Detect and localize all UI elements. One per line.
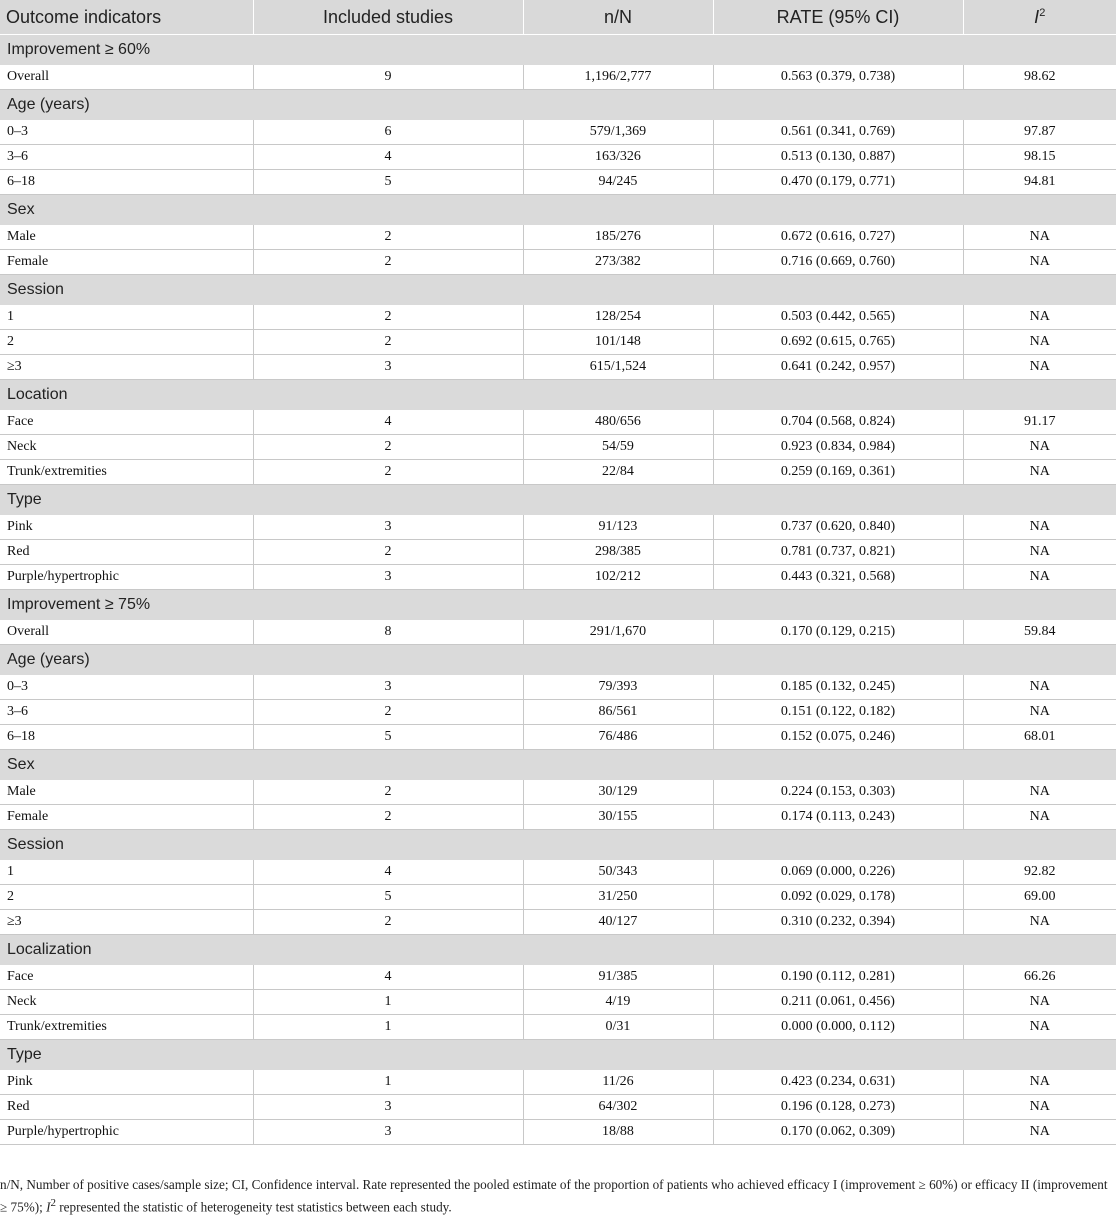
cell-rate-ci: 0.190 (0.112, 0.281) <box>713 965 963 990</box>
cell-outcome: 1 <box>0 860 253 885</box>
cell-outcome: Red <box>0 1095 253 1120</box>
cell-rate-ci: 0.185 (0.132, 0.245) <box>713 675 963 700</box>
cell-rate-ci: 0.923 (0.834, 0.984) <box>713 435 963 460</box>
cell-outcome: 3–6 <box>0 700 253 725</box>
cell-outcome: 0–3 <box>0 120 253 145</box>
cell-rate-ci: 0.692 (0.615, 0.765) <box>713 330 963 355</box>
cell-n-over-n: 4/19 <box>523 990 713 1015</box>
cell-i-squared: NA <box>963 1120 1116 1145</box>
cell-rate-ci: 0.152 (0.075, 0.246) <box>713 725 963 750</box>
cell-i-squared: NA <box>963 1095 1116 1120</box>
table-row <box>0 1015 1116 1040</box>
cell-i-squared: 94.81 <box>963 170 1116 195</box>
cell-rate-ci: 0.563 (0.379, 0.738) <box>713 65 963 90</box>
cell-included-studies: 3 <box>253 1120 523 1145</box>
cell-n-over-n: 128/254 <box>523 305 713 330</box>
cell-included-studies: 2 <box>253 305 523 330</box>
cell-included-studies: 3 <box>253 565 523 590</box>
group-header-row <box>0 380 1116 411</box>
cell-rate-ci: 0.503 (0.442, 0.565) <box>713 305 963 330</box>
cell-i-squared: 68.01 <box>963 725 1116 750</box>
cell-included-studies: 2 <box>253 805 523 830</box>
cell-n-over-n: 40/127 <box>523 910 713 935</box>
group-header-row <box>0 590 1116 621</box>
cell-included-studies: 3 <box>253 1095 523 1120</box>
cell-i-squared: NA <box>963 805 1116 830</box>
cell-rate-ci: 0.170 (0.062, 0.309) <box>713 1120 963 1145</box>
cell-outcome: 3–6 <box>0 145 253 170</box>
cell-outcome: Face <box>0 410 253 435</box>
cell-i-squared: 97.87 <box>963 120 1116 145</box>
cell-n-over-n: 50/343 <box>523 860 713 885</box>
cell-included-studies: 2 <box>253 540 523 565</box>
cell-n-over-n: 18/88 <box>523 1120 713 1145</box>
cell-outcome: ≥3 <box>0 910 253 935</box>
group-header-row <box>0 935 1116 966</box>
footnote-text-1: n/N, Number of positive cases/sample size; CI, Confidence interval. Rate represented the pooled estimate of the proportion of patients who achieved efficacy I (improvement ≥ 60%) or efficacy II (improvement ≥ 75%); <box>0 1177 1108 1215</box>
group-header-row <box>0 195 1116 226</box>
cell-included-studies: 5 <box>253 725 523 750</box>
cell-n-over-n: 86/561 <box>523 700 713 725</box>
cell-n-over-n: 0/31 <box>523 1015 713 1040</box>
group-label: Session <box>0 830 1116 861</box>
cell-included-studies: 1 <box>253 990 523 1015</box>
cell-included-studies: 2 <box>253 435 523 460</box>
cell-rate-ci: 0.641 (0.242, 0.957) <box>713 355 963 380</box>
group-header-row <box>0 35 1116 66</box>
cell-outcome: Male <box>0 780 253 805</box>
cell-n-over-n: 11/26 <box>523 1070 713 1095</box>
cell-outcome: Male <box>0 225 253 250</box>
table-row <box>0 330 1116 355</box>
cell-rate-ci: 0.423 (0.234, 0.631) <box>713 1070 963 1095</box>
group-header-row <box>0 830 1116 861</box>
cell-rate-ci: 0.513 (0.130, 0.887) <box>713 145 963 170</box>
table-row <box>0 700 1116 725</box>
cell-outcome: Purple/hypertrophic <box>0 565 253 590</box>
table-row <box>0 515 1116 540</box>
group-header-row <box>0 1040 1116 1071</box>
cell-outcome: Neck <box>0 990 253 1015</box>
group-label: Location <box>0 380 1116 411</box>
cell-outcome: Red <box>0 540 253 565</box>
cell-i-squared: 59.84 <box>963 620 1116 645</box>
cell-rate-ci: 0.170 (0.129, 0.215) <box>713 620 963 645</box>
cell-outcome: 2 <box>0 885 253 910</box>
table-row <box>0 250 1116 275</box>
cell-outcome: 0–3 <box>0 675 253 700</box>
cell-i-squared: NA <box>963 540 1116 565</box>
table-row <box>0 1070 1116 1095</box>
cell-rate-ci: 0.443 (0.321, 0.568) <box>713 565 963 590</box>
cell-rate-ci: 0.069 (0.000, 0.226) <box>713 860 963 885</box>
cell-n-over-n: 291/1,670 <box>523 620 713 645</box>
header-outcome-indicators: Outcome indicators <box>0 0 253 35</box>
cell-i-squared: NA <box>963 515 1116 540</box>
cell-included-studies: 2 <box>253 460 523 485</box>
cell-rate-ci: 0.716 (0.669, 0.760) <box>713 250 963 275</box>
cell-outcome: Overall <box>0 620 253 645</box>
cell-i-squared: 91.17 <box>963 410 1116 435</box>
cell-rate-ci: 0.470 (0.179, 0.771) <box>713 170 963 195</box>
cell-included-studies: 4 <box>253 410 523 435</box>
group-header-row <box>0 485 1116 516</box>
cell-included-studies: 6 <box>253 120 523 145</box>
footnote-i-letter: I <box>46 1199 51 1215</box>
cell-included-studies: 2 <box>253 250 523 275</box>
cell-i-squared: 69.00 <box>963 885 1116 910</box>
cell-i-squared: NA <box>963 1070 1116 1095</box>
header-i-letter: I <box>1034 6 1040 27</box>
header-i-sup: 2 <box>1039 6 1046 19</box>
cell-n-over-n: 76/486 <box>523 725 713 750</box>
cell-outcome: Pink <box>0 1070 253 1095</box>
group-header-row <box>0 750 1116 781</box>
cell-rate-ci: 0.151 (0.122, 0.182) <box>713 700 963 725</box>
table-row <box>0 675 1116 700</box>
cell-n-over-n: 64/302 <box>523 1095 713 1120</box>
group-label: Sex <box>0 195 1116 226</box>
cell-i-squared: NA <box>963 225 1116 250</box>
cell-outcome: Purple/hypertrophic <box>0 1120 253 1145</box>
table-row <box>0 725 1116 750</box>
cell-included-studies: 2 <box>253 330 523 355</box>
cell-outcome: Pink <box>0 515 253 540</box>
cell-rate-ci: 0.781 (0.737, 0.821) <box>713 540 963 565</box>
cell-i-squared: NA <box>963 330 1116 355</box>
cell-i-squared: NA <box>963 565 1116 590</box>
cell-i-squared: NA <box>963 675 1116 700</box>
cell-n-over-n: 91/123 <box>523 515 713 540</box>
cell-n-over-n: 101/148 <box>523 330 713 355</box>
table-row <box>0 565 1116 590</box>
cell-n-over-n: 91/385 <box>523 965 713 990</box>
table-row <box>0 355 1116 380</box>
table-row <box>0 305 1116 330</box>
cell-rate-ci: 0.224 (0.153, 0.303) <box>713 780 963 805</box>
cell-rate-ci: 0.174 (0.113, 0.243) <box>713 805 963 830</box>
cell-outcome: 6–18 <box>0 725 253 750</box>
cell-outcome: Female <box>0 250 253 275</box>
table-row <box>0 120 1116 145</box>
cell-i-squared: 98.62 <box>963 65 1116 90</box>
cell-i-squared: 66.26 <box>963 965 1116 990</box>
table-row <box>0 885 1116 910</box>
table-row <box>0 540 1116 565</box>
cell-rate-ci: 0.000 (0.000, 0.112) <box>713 1015 963 1040</box>
cell-n-over-n: 30/129 <box>523 780 713 805</box>
cell-n-over-n: 102/212 <box>523 565 713 590</box>
cell-included-studies: 2 <box>253 700 523 725</box>
table-row <box>0 805 1116 830</box>
table-body <box>0 35 1116 1145</box>
header-included-studies: Included studies <box>253 0 523 35</box>
cell-included-studies: 4 <box>253 145 523 170</box>
footnote-text-2: represented the statistic of heterogeneity test statistics between each study. <box>55 1199 452 1215</box>
cell-rate-ci: 0.092 (0.029, 0.178) <box>713 885 963 910</box>
table-row <box>0 860 1116 885</box>
table-row <box>0 410 1116 435</box>
cell-included-studies: 2 <box>253 910 523 935</box>
cell-i-squared: NA <box>963 700 1116 725</box>
cell-rate-ci: 0.561 (0.341, 0.769) <box>713 120 963 145</box>
table-row <box>0 620 1116 645</box>
cell-n-over-n: 163/326 <box>523 145 713 170</box>
cell-included-studies: 9 <box>253 65 523 90</box>
cell-i-squared: NA <box>963 910 1116 935</box>
cell-i-squared: NA <box>963 435 1116 460</box>
group-label: Localization <box>0 935 1116 966</box>
cell-outcome: ≥3 <box>0 355 253 380</box>
cell-outcome: Trunk/extremities <box>0 1015 253 1040</box>
cell-outcome: Neck <box>0 435 253 460</box>
cell-included-studies: 1 <box>253 1015 523 1040</box>
table-row <box>0 170 1116 195</box>
cell-i-squared: NA <box>963 460 1116 485</box>
cell-n-over-n: 185/276 <box>523 225 713 250</box>
cell-n-over-n: 298/385 <box>523 540 713 565</box>
cell-included-studies: 4 <box>253 860 523 885</box>
cell-i-squared: NA <box>963 1015 1116 1040</box>
group-header-row <box>0 645 1116 676</box>
cell-included-studies: 8 <box>253 620 523 645</box>
table-footnote <box>0 1176 1112 1216</box>
table-row <box>0 225 1116 250</box>
cell-i-squared: 98.15 <box>963 145 1116 170</box>
cell-included-studies: 2 <box>253 225 523 250</box>
table-row <box>0 780 1116 805</box>
cell-included-studies: 4 <box>253 965 523 990</box>
cell-included-studies: 1 <box>253 1070 523 1095</box>
group-label: Improvement ≥ 60% <box>0 35 1116 66</box>
cell-n-over-n: 79/393 <box>523 675 713 700</box>
cell-rate-ci: 0.672 (0.616, 0.727) <box>713 225 963 250</box>
group-label: Sex <box>0 750 1116 781</box>
cell-i-squared: NA <box>963 780 1116 805</box>
table-row <box>0 990 1116 1015</box>
cell-i-squared: NA <box>963 305 1116 330</box>
cell-included-studies: 5 <box>253 170 523 195</box>
cell-included-studies: 3 <box>253 675 523 700</box>
cell-rate-ci: 0.196 (0.128, 0.273) <box>713 1095 963 1120</box>
table-row <box>0 460 1116 485</box>
cell-rate-ci: 0.310 (0.232, 0.394) <box>713 910 963 935</box>
cell-i-squared: 92.82 <box>963 860 1116 885</box>
cell-outcome: Trunk/extremities <box>0 460 253 485</box>
cell-n-over-n: 31/250 <box>523 885 713 910</box>
cell-outcome: 1 <box>0 305 253 330</box>
table-row <box>0 965 1116 990</box>
cell-included-studies: 5 <box>253 885 523 910</box>
cell-outcome: Face <box>0 965 253 990</box>
cell-n-over-n: 579/1,369 <box>523 120 713 145</box>
cell-outcome: 6–18 <box>0 170 253 195</box>
table-header <box>0 0 1116 35</box>
cell-n-over-n: 30/155 <box>523 805 713 830</box>
table-row <box>0 910 1116 935</box>
cell-outcome: 2 <box>0 330 253 355</box>
cell-n-over-n: 615/1,524 <box>523 355 713 380</box>
table-row <box>0 435 1116 460</box>
cell-n-over-n: 54/59 <box>523 435 713 460</box>
cell-rate-ci: 0.704 (0.568, 0.824) <box>713 410 963 435</box>
cell-rate-ci: 0.737 (0.620, 0.840) <box>713 515 963 540</box>
cell-n-over-n: 22/84 <box>523 460 713 485</box>
table-row <box>0 65 1116 90</box>
cell-n-over-n: 1,196/2,777 <box>523 65 713 90</box>
cell-i-squared: NA <box>963 250 1116 275</box>
cell-outcome: Female <box>0 805 253 830</box>
group-label: Improvement ≥ 75% <box>0 590 1116 621</box>
table-row <box>0 145 1116 170</box>
cell-included-studies: 3 <box>253 515 523 540</box>
footnote-i-sup: 2 <box>50 1197 56 1209</box>
group-label: Session <box>0 275 1116 306</box>
cell-rate-ci: 0.211 (0.061, 0.456) <box>713 990 963 1015</box>
cell-rate-ci: 0.259 (0.169, 0.361) <box>713 460 963 485</box>
cell-i-squared: NA <box>963 990 1116 1015</box>
group-label: Type <box>0 485 1116 516</box>
cell-included-studies: 3 <box>253 355 523 380</box>
group-label: Type <box>0 1040 1116 1071</box>
table-row <box>0 1095 1116 1120</box>
cell-outcome: Overall <box>0 65 253 90</box>
group-header-row <box>0 90 1116 121</box>
cell-included-studies: 2 <box>253 780 523 805</box>
group-label: Age (years) <box>0 90 1116 121</box>
header-n-over-n: n/N <box>523 0 713 35</box>
header-i-squared <box>963 0 1116 35</box>
group-label: Age (years) <box>0 645 1116 676</box>
cell-i-squared: NA <box>963 355 1116 380</box>
group-header-row <box>0 275 1116 306</box>
table-row <box>0 1120 1116 1145</box>
cell-n-over-n: 94/245 <box>523 170 713 195</box>
cell-n-over-n: 480/656 <box>523 410 713 435</box>
header-rate-ci: RATE (95% CI) <box>713 0 963 35</box>
cell-n-over-n: 273/382 <box>523 250 713 275</box>
